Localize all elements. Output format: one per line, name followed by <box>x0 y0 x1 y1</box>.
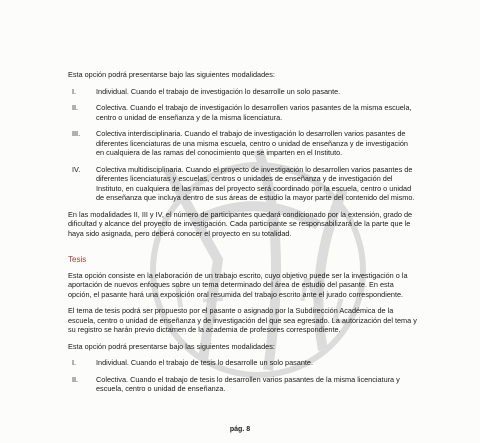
list-item <box>68 375 418 394</box>
modalities-intro: Esta opción podrá presentarse bajo las siguientes modalidades: <box>68 341 275 351</box>
list-item-text: Colectiva. Cuando el trabajo de investigación lo desarrollen varios pasantes de la misma escuela, centro o unidad de enseñanza y de la misma licenciatura. <box>96 103 412 122</box>
list-item <box>68 103 418 122</box>
list-item-number: II. <box>72 374 79 384</box>
participants-note: En las modalidades II, III y IV, el número de participantes quedará condicionado por la extensión, grado de dificultad y alcance del proyecto de investigación. Cada participante se responsabilizará de la parte que le haya sido asignada, pero deberá conocer el proyecto en su totalidad. <box>68 209 413 238</box>
section-title: Tesis <box>68 255 87 264</box>
modalities-list <box>68 358 418 394</box>
list-item-number: I. <box>72 358 77 367</box>
list-item-text: Colectiva multidisciplinaria. Cuando el proyecto de investigación lo desarrollen varios pasantes de diferentes licenciaturas y escuelas, centros o unidades de enseñanza y de investigación del Instituto, en cualquiera de las ramas del proyecto será coordinado por la escuela, centro o unidad de enseñanza que incluya dentro de sus áreas de estudio la mayor parte del contenido del mismo. <box>96 164 415 202</box>
list-item <box>68 87 418 97</box>
svg-text:T: T <box>201 290 226 330</box>
tesis-topic-paragraph: El tema de tesis podrá ser propuesto por el pasante o asignado por la Subdirección Académica de la escuela, centro o unidad de enseñanza y de investigación del que sea egresado. La autorización del tema y su registro se harán previo dictamen de la academia de profesores correspondiente. <box>68 306 417 334</box>
list-item-number: I. <box>72 86 77 96</box>
list-item <box>68 129 418 158</box>
list-item-number: IV. <box>72 164 81 174</box>
svg-text:L: L <box>327 291 359 334</box>
svg-text:I: I <box>171 276 187 316</box>
list-item <box>68 165 418 203</box>
list-item-text: Individual. Cuando el trabajo de tesis lo desarrolle un solo pasante. <box>96 358 314 367</box>
list-item-text: Colectiva. Cuando el trabajo de tesis lo desarrollen varios pasantes de la misma licenciatura y escuela, centro o unidad de enseñanza. <box>96 374 400 393</box>
modalities-intro: Esta opción podrá presentarse bajo las siguientes modalidades: <box>68 70 275 79</box>
list-item-text: Colectiva interdisciplinaria. Cuando el trabajo de investigación lo desarrollen varios pasantes de diferentes licenciaturas de una misma escuela, centro o unidad de enseñanza y de investigación en cualquiera de las ramas del conocimiento que se imparten en el Instituto. <box>96 129 408 157</box>
modalities-list <box>68 87 418 203</box>
list-item-number: III. <box>72 129 81 138</box>
list-item <box>68 358 418 368</box>
tesis-description: Esta opción consiste en la elaboración de un trabajo escrito, cuyo objetivo puede ser la investigación o la aportación de nuevos enfoques sobre un tema determinado del área de estudio del pasante. En esta opción, el pasante hará una exposición oral resumida del trabajo escrito ante el jurado correspondiente. <box>68 270 408 299</box>
list-item-text: Individual. Cuando el trabajo de investigación lo desarrolle un solo pasante. <box>96 86 341 96</box>
page-number: pág. 8 <box>229 426 251 433</box>
svg-text:N: N <box>296 270 328 313</box>
document-body <box>68 70 418 401</box>
list-item-number: II. <box>72 103 79 112</box>
